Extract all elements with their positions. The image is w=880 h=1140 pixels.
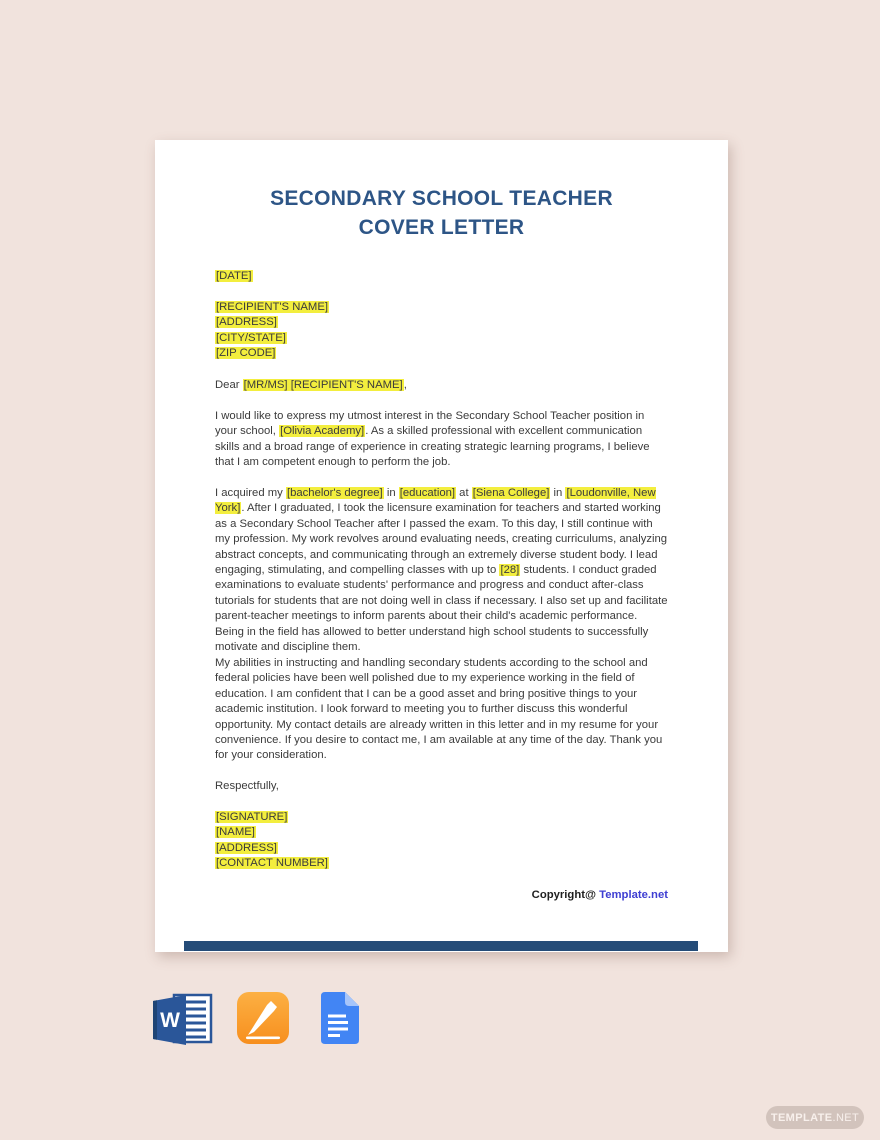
signature-block bbox=[215, 810, 668, 872]
watermark-rest: .NET bbox=[832, 1111, 860, 1124]
signature-field-3[interactable]: [ADDRESS] bbox=[216, 841, 277, 854]
closing-valediction: Respectfully, bbox=[215, 780, 279, 792]
recipient-line bbox=[215, 315, 668, 330]
placeholder-field[interactable]: [MR/MS] [RECIPIENT'S NAME] bbox=[243, 379, 403, 391]
paragraph-experience bbox=[215, 486, 668, 655]
signature-line bbox=[215, 856, 668, 871]
body-text: . As a skilled professional with excellent communication skills and a broad range of experience in creating strategic learning programs, I believe that I am competent enough to perform the job. bbox=[215, 425, 650, 469]
paragraph-closing bbox=[215, 656, 668, 764]
word-letter-w: W bbox=[160, 1009, 180, 1032]
signature-field-2[interactable]: [NAME] bbox=[216, 826, 255, 839]
recipient-field-3[interactable]: [CITY/STATE] bbox=[216, 331, 286, 344]
apple-pages-icon[interactable] bbox=[237, 992, 289, 1044]
recipient-field-4[interactable]: [ZIP CODE] bbox=[216, 347, 276, 360]
signature-line bbox=[215, 841, 668, 856]
placeholder-field[interactable]: [28] bbox=[500, 564, 520, 577]
date-line bbox=[215, 269, 668, 284]
recipient-field-2[interactable]: [ADDRESS] bbox=[216, 316, 277, 329]
recipient-line bbox=[215, 346, 668, 361]
google-docs-icon[interactable] bbox=[317, 992, 359, 1044]
copyright-line bbox=[215, 888, 668, 903]
recipient-block bbox=[215, 300, 668, 362]
body-text: I would like to express my utmost interest in the Secondary School Teacher position in your school, bbox=[215, 410, 645, 438]
template-net-link[interactable]: Template.net bbox=[599, 889, 668, 901]
copyright-prefix: Copyright@ bbox=[531, 889, 600, 901]
ms-word-icon[interactable] bbox=[150, 992, 213, 1046]
body-text: My abilities in instructing and handling secondary students according to the school and federal policies have been well polished due to my experience working in the field of education. I am confident that I can be a good asset and bring positive things to your academic institution. I look forward to meeting you to further discuss this wonderful opportunity. My contact details are already written in this letter and in my resume for your convenience. If you desire to contact me, I am available at any time of the day. Thank you for your consideration. bbox=[215, 657, 663, 762]
body-text: , bbox=[403, 379, 407, 391]
body-text: I acquired my bbox=[215, 487, 286, 499]
signature-field-4[interactable]: [CONTACT NUMBER] bbox=[216, 857, 328, 870]
body-text: . After I graduated, I took the licensure examination for teachers and started working as a Secondary School Teacher after I passed the exam. To this day, I still continue with my profession. My work revolves around evaluating needs, creating curriculums, analyzing abstract concepts, and communicating through an extremely diverse student body. I lead engaging, stimulating, and compelling classes with up to bbox=[215, 502, 668, 577]
recipient-line bbox=[215, 331, 668, 346]
placeholder-field[interactable]: [Siena College] bbox=[472, 487, 550, 499]
template-net-watermark bbox=[766, 1106, 864, 1129]
signature-line bbox=[215, 825, 668, 840]
body-text: in bbox=[383, 487, 399, 499]
page-title bbox=[155, 184, 728, 242]
recipient-line bbox=[215, 300, 668, 315]
body-text: in bbox=[550, 487, 566, 499]
salutation bbox=[215, 378, 668, 393]
signature-line bbox=[215, 810, 668, 825]
watermark-bold: TEMPLATE bbox=[770, 1111, 833, 1124]
body-text: Dear bbox=[215, 379, 243, 391]
paragraph-intro bbox=[215, 409, 668, 471]
date-field[interactable]: [DATE] bbox=[216, 270, 252, 282]
placeholder-field[interactable]: [Loudonville, New York] bbox=[215, 487, 656, 515]
placeholder-field[interactable]: [Olivia Academy] bbox=[280, 425, 365, 438]
body-text: students. I conduct graded examinations to evaluate students' performance and progress and conduct after-class tutorials for students that are not doing well in class if necessary. I also set up and facilitate parent-teacher meetings to inform parents about their child's academic performance. Being in the field has allowed to better understand high school students to successfully motivate and discipline them. bbox=[215, 564, 668, 654]
body-text: at bbox=[456, 487, 472, 499]
signature-field-1[interactable]: [SIGNATURE] bbox=[216, 811, 288, 823]
document-page bbox=[155, 140, 728, 952]
placeholder-field[interactable]: [education] bbox=[399, 487, 456, 499]
placeholder-field[interactable]: [bachelor's degree] bbox=[286, 487, 383, 499]
title-line-1: SECONDARY SCHOOL TEACHER bbox=[270, 187, 613, 210]
title-line-2: COVER LETTER bbox=[358, 216, 525, 239]
recipient-field-1[interactable]: [RECIPIENT'S NAME] bbox=[216, 301, 329, 313]
footer-accent-bar bbox=[184, 941, 698, 951]
